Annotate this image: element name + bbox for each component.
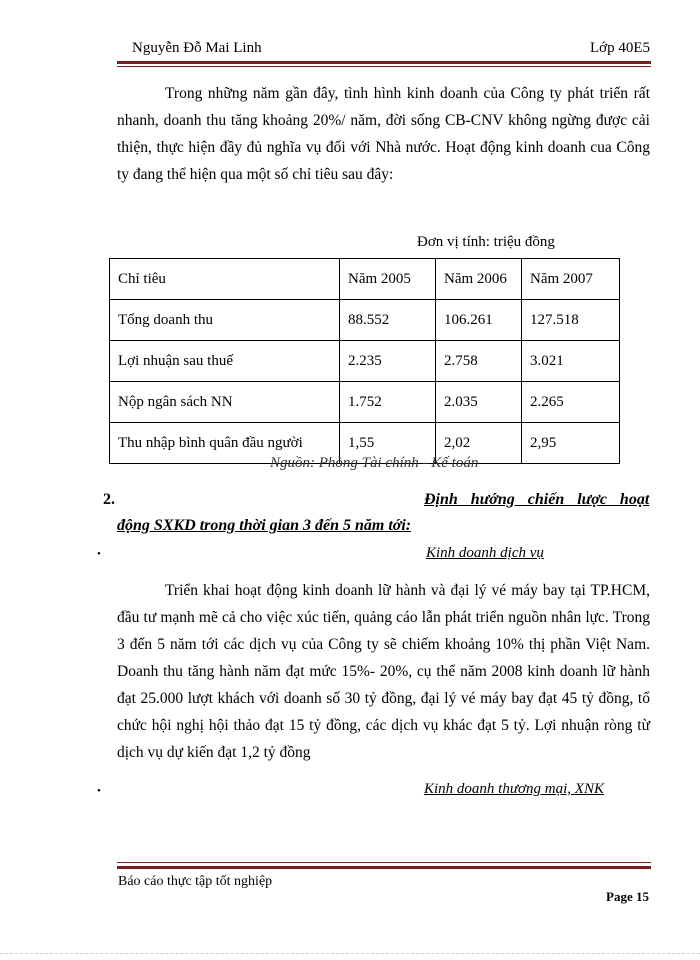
header-class: Lớp 40E5 (589, 40, 650, 56)
table-row (110, 382, 620, 423)
indicator-table (109, 258, 620, 464)
footer-report-title: Báo cáo thực tập tốt nghiệp (118, 874, 273, 889)
table-row (110, 300, 620, 341)
item-body: Triển khai hoạt động kinh doanh lữ hành và đại lý vé máy bay tại TP.HCM, đầu tư mạnh mẽ cả cho việc xúc tiến, quảng cáo lẫn phát triển nguồn nhân lực. Trong 3 đến 5 năm tới các dịch vụ của Công ty sẽ chiếm khoảng 10% thị phần Việt Nam. Doanh thu tăng hành năm đạt mức 15%- 20%, cụ thể năm 2008 kinh doanh lữ hành đạt 25.000 lượt khách với doanh số 30 tỷ đồng, đại lý vé máy bay đạt 45 tỷ đồng, tổ chức hội nghị hội thảo đạt 15 tỷ đồng, các dịch vụ khác đạt 5 tỷ. Lợi nhuận ròng từ dịch vụ dự kiến đạt 1,2 tỷ đồng (117, 582, 650, 761)
table-cell: 2.235 (340, 341, 436, 382)
table-cell: Lợi nhuận sau thuế (110, 341, 340, 382)
footer-rule-thick (117, 866, 651, 869)
table-cell: 2.035 (436, 382, 522, 423)
section-title-line1: Định hướng chiến lược hoạt (424, 491, 650, 508)
table-cell: 2.265 (522, 382, 620, 423)
table-header-cell: Năm 2007 (522, 259, 620, 300)
table-cell: Nộp ngân sách NN (110, 382, 340, 423)
item-title: Kinh doanh dịch vụ (426, 545, 544, 561)
page-number: Page 15 (606, 889, 649, 904)
table-header-cell: Năm 2005 (340, 259, 436, 300)
table-cell: 127.518 (522, 300, 620, 341)
table-cell: 1.752 (340, 382, 436, 423)
footer-rule-thin (117, 862, 651, 863)
header-rule-thick (117, 61, 651, 64)
section-number: 2. (103, 491, 115, 508)
table-cell: 1,55 (340, 423, 436, 464)
table-cell: 3.021 (522, 341, 620, 382)
item-title: Kinh doanh thương mại, XNK (424, 781, 604, 797)
intro-paragraph: Trong những năm gần đây, tình hình kinh doanh của Công ty phát triển rất nhanh, doanh thu tăng khoảng 20%/ năm, đời sống CB-CNV không ngừng được cải thiện, thực hiện đầy đủ nghĩa vụ đối với Nhà nước. Hoạt động kinh doanh cua Công ty đang thể hiện qua một số chỉ tiêu sau đây: (117, 85, 650, 183)
table-cell: Tổng doanh thu (110, 300, 340, 341)
table-cell: 2,95 (522, 423, 620, 464)
table-header-row (110, 259, 620, 300)
source-note: Nguồn: Phòng Tài chính - Kế toán (270, 455, 479, 471)
header-author: Nguyễn Đỗ Mai Linh (132, 40, 262, 56)
header-rule-thin (117, 66, 651, 67)
section-title-line2: động SXKD trong thời gian 3 đến 5 năm tới: (117, 517, 412, 534)
bullet-icon: • (97, 785, 101, 797)
table-header-cell: Chỉ tiêu (110, 259, 340, 300)
page-boundary (0, 953, 700, 954)
table-row (110, 341, 620, 382)
unit-note: Đơn vị tính: triệu đồng (417, 234, 555, 250)
bullet-icon: • (97, 548, 101, 560)
table-cell: 106.261 (436, 300, 522, 341)
table-cell: 2.758 (436, 341, 522, 382)
table-cell: 2,02 (436, 423, 522, 464)
table-cell: Thu nhập bình quân đầu người (110, 423, 340, 464)
table-cell: 88.552 (340, 300, 436, 341)
table-header-cell: Năm 2006 (436, 259, 522, 300)
